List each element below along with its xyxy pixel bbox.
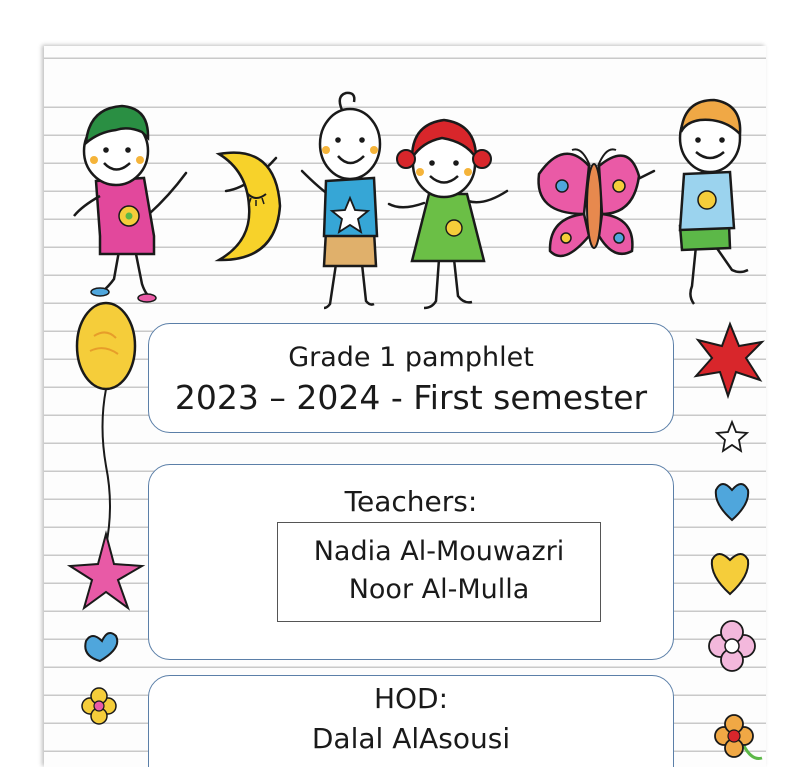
star-icon (70, 534, 142, 608)
boy-sun-shirt-icon (680, 100, 748, 304)
teachers-heading: Teachers: (344, 485, 478, 518)
heart-icon (712, 554, 748, 594)
flower-icon (709, 621, 755, 671)
heart-icon (716, 484, 748, 520)
hod-name: Dalal AlAsousi (311, 722, 511, 755)
boy-green-hair-icon (74, 106, 156, 302)
star-icon (696, 324, 762, 396)
hod-box (148, 675, 674, 767)
crescent-moon-icon (219, 153, 280, 260)
flower-icon (82, 688, 116, 724)
flower-icon (715, 715, 762, 759)
pamphlet-title: Grade 1 pamphlet (288, 342, 534, 373)
teacher-name: Noor Al-Mulla (348, 574, 530, 605)
pamphlet-page (44, 46, 766, 767)
star-icon (717, 422, 747, 451)
teachers-box (148, 464, 674, 660)
heart-icon (85, 633, 117, 661)
year-semester: 2023 – 2024 - First semester (174, 378, 648, 417)
girl-red-hair-icon (397, 120, 491, 308)
teacher-name: Nadia Al-Mouwazri (313, 536, 565, 567)
title-box (148, 323, 674, 433)
butterfly-icon (539, 149, 639, 256)
hod-heading: HOD: (373, 682, 449, 715)
boy-star-shirt-icon (320, 93, 380, 308)
balloon-icon (77, 303, 135, 546)
teacher-names-frame (277, 522, 601, 622)
